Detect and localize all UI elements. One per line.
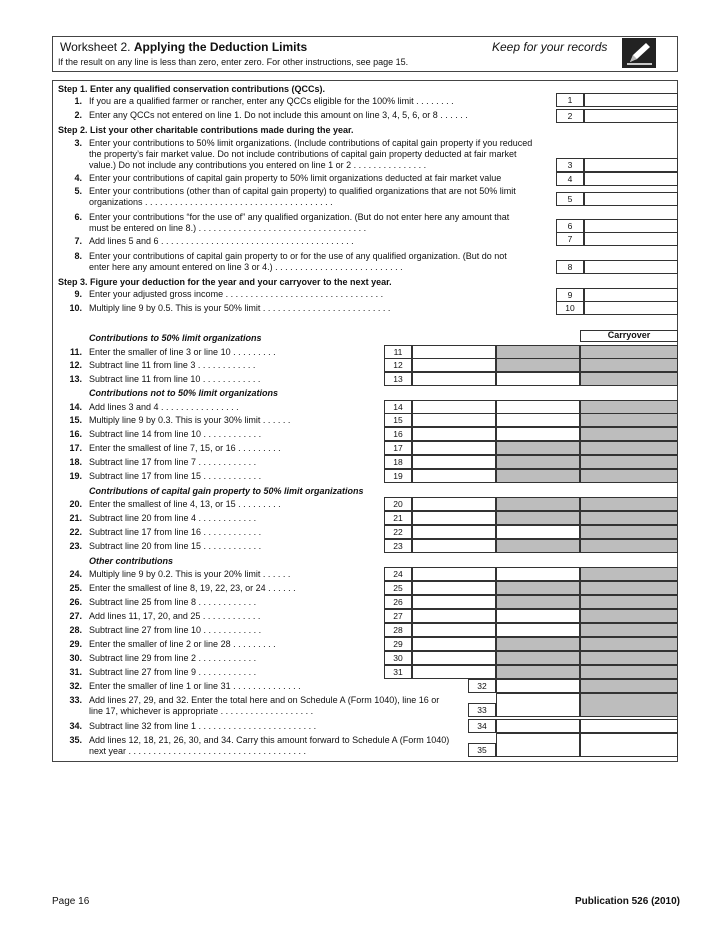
line-text: Add lines 12, 18, 21, 26, 30, and 34. Carry this amount forward to Schedule A (Form 1040) [89,735,450,745]
keep-for-records: Keep for your records [492,40,608,54]
line-label-box: 24 [384,567,412,581]
line-text: Enter any QCCs not entered on line 1. Do not include this amount on line 3, 4, 5, 6, or 8 . . . . . . [89,110,468,120]
amount-field[interactable] [412,637,496,651]
line-label-box: 5 [556,192,584,206]
line-number: 6. [74,212,82,222]
line-number: 32. [69,681,82,691]
amount-field [496,358,580,372]
line-number: 24. [69,569,82,579]
line-number: 16. [69,429,82,439]
step-3-heading: Step 3. Figure your deduction for the year and your carryover to the next year. [58,277,392,287]
line-label-box: 26 [384,595,412,609]
line-number: 23. [69,541,82,551]
line-number: 7. [74,236,82,246]
line-text: enter here any amount entered on line 3 or 4.) . . . . . . . . . . . . . . . . . . . . . . . . . . [89,262,403,272]
carryover-field [580,441,678,455]
pen-icon [622,38,656,68]
line-label-box: 14 [384,400,412,414]
line-label-box: 11 [384,345,412,359]
line-text: organizations . . . . . . . . . . . . . . . . . . . . . . . . . . . . . . . . . . . . . . [89,197,333,207]
carryover-field [580,455,678,469]
carryover-field [580,637,678,651]
line-number: 8. [74,251,82,261]
amount-field[interactable] [412,623,496,637]
amount-field[interactable] [412,358,496,372]
line-text: Enter the smaller of line 1 or line 31 . . . . . . . . . . . . . . [89,681,301,691]
amount-field [496,469,580,483]
line-label-box: 35 [468,743,496,757]
line-label-box: 18 [384,455,412,469]
line-number: 22. [69,527,82,537]
amount-field[interactable] [584,93,678,107]
line-number: 25. [69,583,82,593]
carryover-field [580,651,678,665]
line-text: Add lines 5 and 6 . . . . . . . . . . . . . . . . . . . . . . . . . . . . . . . . . . . . . . . [89,236,354,246]
line-label-box: 21 [384,511,412,525]
amount-field [496,345,580,359]
worksheet-title [60,40,307,54]
amount-field[interactable] [496,679,580,693]
line-text: must be entered on line 8.) . . . . . . . . . . . . . . . . . . . . . . . . . . . . . . . . . . [89,223,367,233]
amount-field[interactable] [412,469,496,483]
line-label-box: 15 [384,413,412,427]
line-label-box: 1 [556,93,584,107]
carryover-field [580,609,678,623]
carryover-field [580,511,678,525]
line-text: If you are a qualified farmer or rancher, enter any QCCs eligible for the 100% limit . . . . . . . . [89,96,454,106]
amount-field [496,595,580,609]
carryover-field [580,469,678,483]
line-label-box: 31 [384,665,412,679]
line-text: Enter your contributions “for the use of” any qualified organization. (But do not enter here any amount that [89,212,510,222]
carryover-field[interactable] [580,733,678,757]
line-label-box: 28 [384,623,412,637]
amount-field[interactable] [496,372,580,386]
amount-field[interactable] [584,172,678,186]
carryover-field[interactable] [580,719,678,733]
amount-field[interactable] [496,609,580,623]
line-text: Add lines 27, 29, and 32. Enter the total here and on Schedule A (Form 1040), line 16 or [89,695,440,705]
line-label-box: 17 [384,441,412,455]
line-text: Subtract line 29 from line 2 . . . . . . . . . . . . [89,653,257,663]
worksheet-title-text: Applying the Deduction Limits [133,40,308,54]
line-text: Enter your contributions of capital gain property to 50% limit organizations deducted at fair market value [89,173,502,183]
amount-field[interactable] [412,511,496,525]
line-text: Enter the smallest of line 7, 15, or 16 . . . . . . . . . [89,443,281,453]
amount-field[interactable] [412,441,496,455]
amount-field[interactable] [412,581,496,595]
line-text: Subtract line 27 from line 10 . . . . . . . . . . . . [89,625,262,635]
line-label-box: 7 [556,232,584,246]
amount-field[interactable] [496,623,580,637]
amount-field[interactable] [584,288,678,302]
line-number: 18. [69,457,82,467]
amount-field[interactable] [412,455,496,469]
line-text: line 17, whichever is appropriate . . . . . . . . . . . . . . . . . . . [89,706,314,716]
amount-field [496,539,580,553]
step-2-heading: Step 2. List your other charitable contributions made during the year. [58,125,354,135]
amount-field[interactable] [496,427,580,441]
section-capital-gain: Contributions of capital gain property to 50% limit organizations [89,486,364,496]
line-text: Enter the smallest of line 4, 13, or 15 . . . . . . . . . [89,499,281,509]
line-number: 20. [69,499,82,509]
carryover-field [580,497,678,511]
amount-field[interactable] [412,595,496,609]
line-text: Enter your contributions of capital gain property to or for the use of any qualified organization. (But do not [89,251,507,261]
line-number: 5. [74,186,82,196]
carryover-field [580,679,678,693]
carryover-field [580,539,678,553]
line-label-box: 27 [384,609,412,623]
amount-field [496,637,580,651]
line-number: 11. [69,347,82,357]
carryover-field [580,693,678,717]
line-text: Enter your contributions to 50% limit organizations. (Include contributions of capital gain property if you reduced [89,138,533,148]
line-text: Enter the smaller of line 3 or line 10 . . . . . . . . . [89,347,276,357]
amount-field[interactable] [496,733,580,757]
carryover-field [580,372,678,386]
amount-field[interactable] [412,413,496,427]
line-label-box: 32 [468,679,496,693]
line-number: 30. [69,653,82,663]
carryover-field [580,581,678,595]
line-label-box: 9 [556,288,584,302]
line-number: 21. [69,513,82,523]
line-text: Enter the smallest of line 8, 19, 22, 23, or 24 . . . . . . [89,583,296,593]
line-number: 3. [74,138,82,148]
line-text: Subtract line 27 from line 9 . . . . . . . . . . . . [89,667,257,677]
amount-field [496,441,580,455]
carryover-field [580,358,678,372]
line-text: Subtract line 11 from line 3 . . . . . . . . . . . . [89,360,256,370]
amount-field [496,497,580,511]
amount-field [496,665,580,679]
line-text: Add lines 3 and 4 . . . . . . . . . . . . . . . . [89,402,239,412]
section-50-limit: Contributions to 50% limit organizations [89,333,262,343]
line-text: Enter the smaller of line 2 or line 28 . . . . . . . . . [89,639,276,649]
line-text: Enter your adjusted gross income . . . . . . . . . . . . . . . . . . . . . . . . . . . . . . . . [89,289,384,299]
line-number: 19. [69,471,82,481]
amount-field[interactable] [412,400,496,414]
line-label-box: 29 [384,637,412,651]
line-text: Subtract line 25 from line 8 . . . . . . . . . . . . [89,597,257,607]
line-text: Subtract line 17 from line 16 . . . . . . . . . . . . [89,527,262,537]
line-label-box: 4 [556,172,584,186]
line-label-box: 12 [384,358,412,372]
amount-field[interactable] [496,693,580,717]
amount-field[interactable] [584,219,678,233]
amount-field[interactable] [412,651,496,665]
line-text: Subtract line 11 from line 10 . . . . . . . . . . . . [89,374,261,384]
amount-field[interactable] [412,609,496,623]
line-text: Enter your contributions (other than of capital gain property) to qualified organizations that are not 50% limit [89,186,516,196]
amount-field[interactable] [496,719,580,733]
amount-field[interactable] [584,109,678,123]
line-label-box: 8 [556,260,584,274]
line-number: 14. [69,402,82,412]
line-number: 29. [69,639,82,649]
line-text: Subtract line 20 from line 4 . . . . . . . . . . . . [89,513,257,523]
line-label-box: 3 [556,158,584,172]
amount-field [496,511,580,525]
line-text: the property’s fair market value. Do not include contributions of capital gain property deducted at fair market [89,149,517,159]
line-number: 17. [69,443,82,453]
carryover-field [580,413,678,427]
line-number: 12. [69,360,82,370]
carryover-field [580,525,678,539]
carryover-label: Carryover [607,330,651,340]
line-label-box: 6 [556,219,584,233]
line-label-box: 30 [384,651,412,665]
line-label-box: 33 [468,703,496,717]
line-text: Multiply line 9 by 0.3. This is your 30% limit . . . . . . [89,415,291,425]
line-text: Add lines 11, 17, 20, and 25 . . . . . . . . . . . . [89,611,261,621]
amount-field[interactable] [412,427,496,441]
line-text: Subtract line 17 from line 7 . . . . . . . . . . . . [89,457,257,467]
line-number: 15. [69,415,82,425]
amount-field[interactable] [496,567,580,581]
amount-field[interactable] [412,525,496,539]
line-number: 27. [69,611,82,621]
carryover-field [580,567,678,581]
line-label-box: 25 [384,581,412,595]
line-number: 10. [69,303,82,313]
line-label-box: 22 [384,525,412,539]
line-text: next year . . . . . . . . . . . . . . . . . . . . . . . . . . . . . . . . . . . . [89,746,307,756]
line-number: 26. [69,597,82,607]
amount-field[interactable] [412,372,496,386]
carryover-field [580,427,678,441]
carryover-field [580,400,678,414]
amount-field[interactable] [412,539,496,553]
line-label-box: 23 [384,539,412,553]
amount-field [496,455,580,469]
carryover-field [580,623,678,637]
amount-field[interactable] [584,232,678,246]
line-number: 9. [74,289,82,299]
amount-field[interactable] [412,345,496,359]
publication-label: Publication 526 (2010) [574,896,680,907]
line-text: Multiply line 9 by 0.2. This is your 20% limit . . . . . . [89,569,291,579]
amount-field[interactable] [584,158,678,172]
step-1-heading: Step 1. Enter any qualified conservation contributions (QCCs). [58,84,326,94]
amount-field[interactable] [584,301,678,315]
page-number: Page 16 [52,896,90,907]
amount-field[interactable] [412,665,496,679]
amount-field[interactable] [496,525,580,539]
line-number: 2. [74,110,82,120]
amount-field[interactable] [412,497,496,511]
amount-field [496,581,580,595]
amount-field[interactable] [584,260,678,274]
line-text: Multiply line 9 by 0.5. This is your 50% limit . . . . . . . . . . . . . . . . . . . . . . . . . . [89,303,391,313]
section-other: Other contributions [89,556,173,566]
line-label-box: 19 [384,469,412,483]
line-number: 13. [69,374,82,384]
amount-field [496,651,580,665]
line-number: 1. [74,96,82,106]
line-text: Subtract line 14 from line 10 . . . . . . . . . . . . [89,429,262,439]
line-label-box: 13 [384,372,412,386]
line-number: 35. [69,735,82,745]
line-number: 34. [69,721,82,731]
amount-field[interactable] [412,567,496,581]
line-label-box: 34 [468,719,496,733]
carryover-field [580,665,678,679]
line-text: Subtract line 20 from line 15 . . . . . . . . . . . . [89,541,262,551]
line-number: 31. [69,667,82,677]
amount-field[interactable] [496,413,580,427]
line-text: Subtract line 17 from line 15 . . . . . . . . . . . . [89,471,262,481]
line-label-box: 10 [556,301,584,315]
amount-field[interactable] [584,192,678,206]
worksheet-instruction: If the result on any line is less than zero, enter zero. For other instructions, see page 15. [58,57,409,67]
line-text: value.) Do not include any contributions you entered on line 1 or 2 . . . . . . . . . . . . . . . [89,160,427,170]
line-label-box: 16 [384,427,412,441]
line-text: Subtract line 32 from line 1 . . . . . . . . . . . . . . . . . . . . . . . . [89,721,317,731]
line-label-box: 20 [384,497,412,511]
amount-field[interactable] [496,400,580,414]
line-number: 4. [74,173,82,183]
line-number: 33. [69,695,82,705]
carryover-field [580,345,678,359]
line-number: 28. [69,625,82,635]
worksheet-label: Worksheet 2. [60,40,131,54]
carryover-field [580,595,678,609]
line-label-box: 2 [556,109,584,123]
section-not-50-limit: Contributions not to 50% limit organizations [89,388,278,398]
